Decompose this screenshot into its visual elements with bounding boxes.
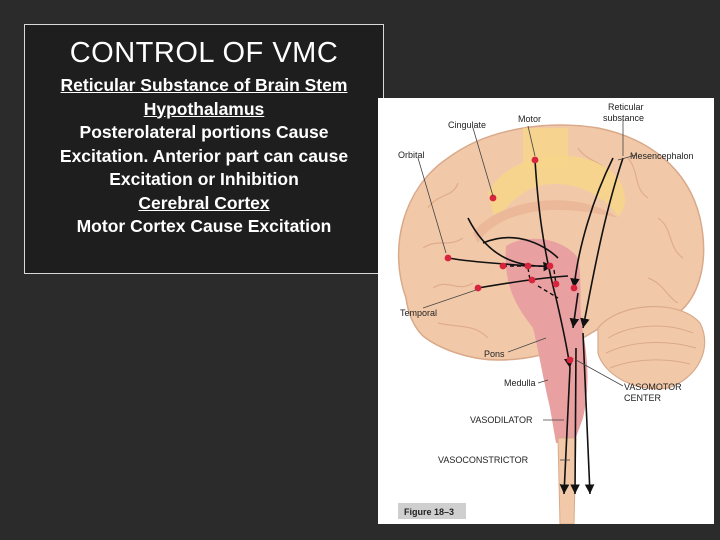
label-pons: Pons	[484, 349, 505, 359]
figure-caption: Figure 18–3	[404, 507, 455, 517]
label-vasodilator: VASODILATOR	[470, 415, 533, 425]
text-excitation-inhibition: Excitation or Inhibition	[109, 169, 299, 189]
brain-diagram	[378, 98, 714, 524]
label-motor: Motor	[518, 114, 542, 124]
brain-diagram-figure	[378, 98, 714, 524]
label-reticular: Reticular	[608, 102, 644, 112]
label-center: CENTER	[624, 393, 662, 403]
label-medulla: Medulla	[504, 378, 536, 388]
slide-title: CONTROL OF VMC	[69, 37, 339, 69]
cerebellum-shape	[598, 307, 705, 389]
heading-reticular-substance: Reticular Substance of Brain Stem	[60, 75, 348, 95]
label-mesencephalon: Mesencephalon	[630, 151, 694, 161]
heading-hypothalamus: Hypothalamus	[143, 98, 265, 119]
text-box	[24, 24, 384, 274]
text-posterolateral: Posterolateral portions Cause	[79, 122, 329, 142]
label-vasomotor: VASOMOTOR	[624, 382, 682, 392]
label-orbital: Orbital	[398, 150, 425, 160]
heading-cerebral-cortex: Cerebral Cortex	[138, 192, 270, 213]
text-anterior-part: Excitation. Anterior part can cause	[59, 145, 349, 166]
slide-body	[25, 74, 383, 239]
label-vasoconstrictor: VASOCONSTRICTOR	[438, 455, 529, 465]
label-cingulate: Cingulate	[448, 120, 487, 130]
label-substance: substance	[603, 113, 645, 123]
spinal-cord-shape	[558, 438, 576, 524]
text-motor-cortex: Motor Cortex Cause Excitation	[76, 216, 332, 236]
label-temporal: Temporal	[400, 308, 438, 318]
